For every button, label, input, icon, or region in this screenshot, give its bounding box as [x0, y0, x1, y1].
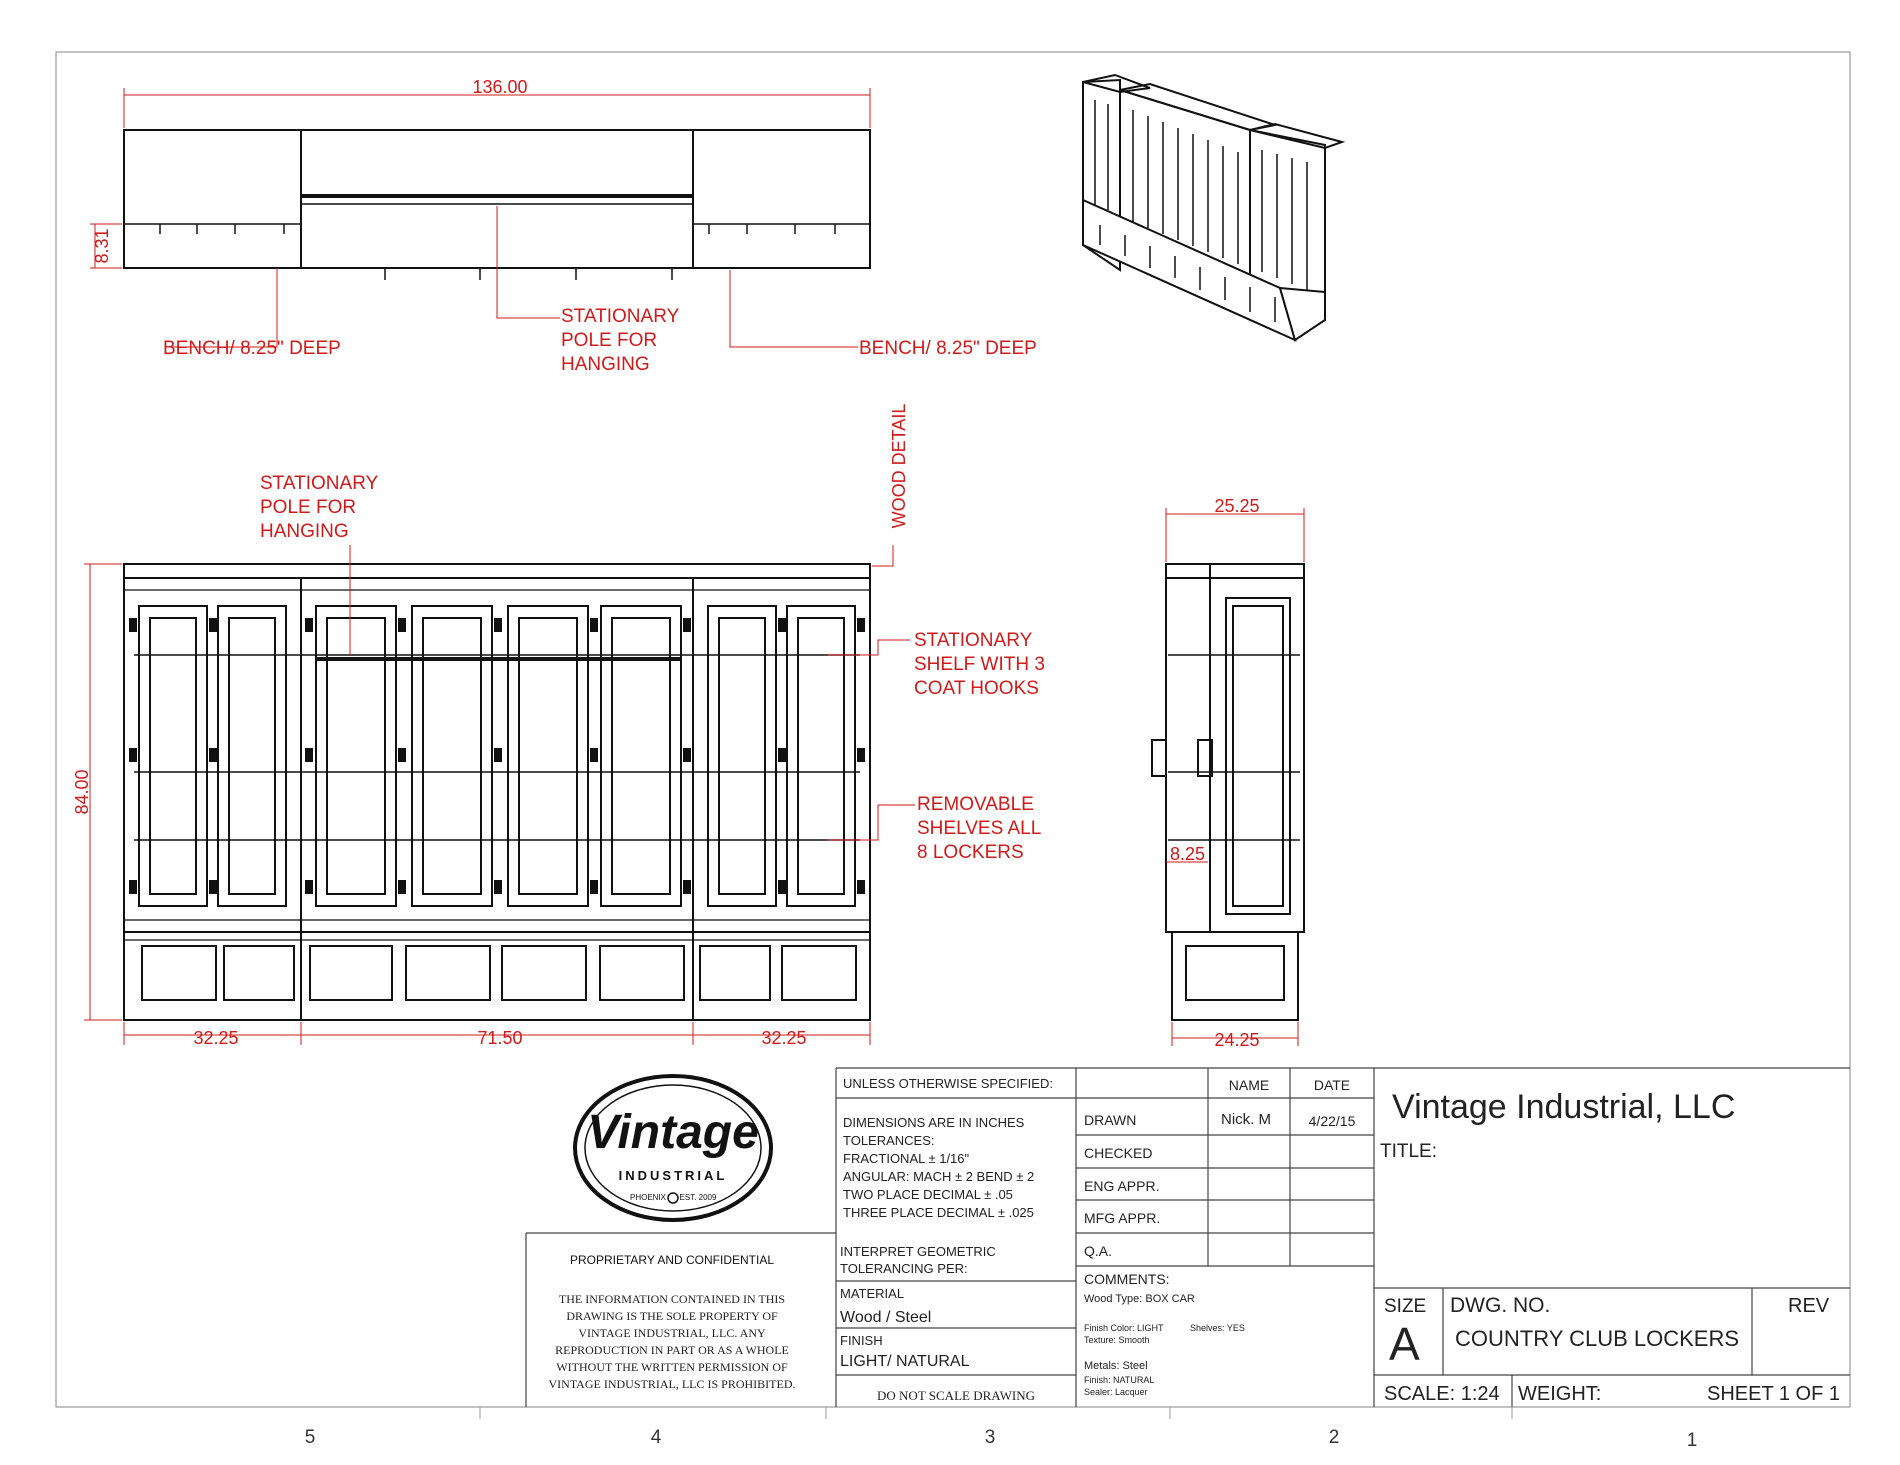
logo-industrial-text: INDUSTRIAL [618, 1168, 728, 1183]
zone-number: 2 [1328, 1427, 1340, 1448]
isometric-view [1083, 75, 1342, 340]
comment-shelves: Shelves: YES [1190, 1323, 1245, 1333]
removable-note-line-1: REMOVABLE [917, 794, 1034, 815]
removable-note-line-2: SHELVES ALL [917, 818, 1042, 839]
shelf-note-line-3: COAT HOOKS [914, 678, 1039, 699]
bench-left-note: BENCH/ 8.25" DEEP [163, 338, 341, 359]
approval-row-date: 4/22/15 [1308, 1113, 1356, 1129]
date-column-header: DATE [1313, 1077, 1351, 1093]
logo-est-text: EST. 2009 [679, 1193, 717, 1202]
vintage-industrial-logo [575, 1076, 771, 1220]
front-pole-note-line-1: STATIONARY [260, 473, 379, 494]
logo-phoenix-text: PHOENIX [629, 1193, 667, 1202]
side-base-depth-dimension: 24.25 [1214, 1030, 1260, 1050]
sheet-border [56, 52, 1850, 1407]
top-view [90, 77, 1037, 375]
left-section-width-dimension: 32.25 [193, 1028, 239, 1048]
proprietary-line: DRAWING IS THE SOLE PROPERTY OF [566, 1309, 778, 1323]
interpret-line: INTERPRET GEOMETRIC [840, 1244, 996, 1259]
top-depth-dimension: 8.31 [92, 228, 112, 264]
removable-note-line-3: 8 LOCKERS [917, 842, 1024, 863]
spec-line: ANGULAR: MACH ± 2 BEND ± 2 [843, 1169, 1035, 1184]
comment-texture: Texture: Smooth [1084, 1335, 1150, 1345]
center-section-width-dimension: 71.50 [477, 1028, 523, 1048]
unless-specified-label: UNLESS OTHERWISE SPECIFIED: [843, 1076, 1053, 1091]
proprietary-line: VINTAGE INDUSTRIAL, LLC IS PROHIBITED. [548, 1377, 796, 1391]
comment-finish-color: Finish Color: LIGHT [1084, 1323, 1164, 1333]
comments-label: COMMENTS: [1084, 1271, 1170, 1287]
approval-row-label: MFG APPR. [1084, 1210, 1161, 1226]
approval-row-label: Q.A. [1084, 1243, 1113, 1259]
comment-finish: Finish: NATURAL [1084, 1375, 1155, 1385]
front-view [72, 404, 1045, 1048]
pole-note-line-2: POLE FOR [561, 330, 658, 351]
size-value: A [1389, 1318, 1420, 1370]
company-name: Vintage Industrial, LLC [1392, 1088, 1736, 1126]
pole-note-line-3: HANGING [561, 354, 650, 375]
material-value: Wood / Steel [840, 1309, 932, 1326]
comment-wood-type: Wood Type: BOX CAR [1084, 1293, 1195, 1305]
title-label: TITLE: [1380, 1141, 1438, 1162]
approval-row-name: Nick. M [1221, 1111, 1271, 1128]
logo-script-text: Vintage [587, 1106, 759, 1159]
spec-line: DIMENSIONS ARE IN INCHES [843, 1115, 1025, 1130]
name-column-header: NAME [1228, 1077, 1270, 1093]
interpret-line: TOLERANCING PER: [840, 1261, 968, 1276]
approval-row-label: CHECKED [1084, 1145, 1153, 1161]
overall-height-dimension: 84.00 [72, 769, 92, 815]
finish-label: FINISH [840, 1333, 883, 1348]
proprietary-line: THE INFORMATION CONTAINED IN THIS [558, 1292, 786, 1306]
side-bench-dimension: 8.25 [1170, 844, 1206, 864]
spec-line: THREE PLACE DECIMAL ± .025 [843, 1205, 1034, 1220]
drawing-number-value: COUNTRY CLUB LOCKERS [1455, 1326, 1740, 1351]
spec-line: TWO PLACE DECIMAL ± .05 [843, 1187, 1013, 1202]
bench-right-note: BENCH/ 8.25" DEEP [859, 338, 1037, 359]
zone-number: 5 [304, 1427, 316, 1448]
sheet-label: SHEET 1 OF 1 [1706, 1383, 1840, 1405]
front-pole-note-line-3: HANGING [260, 521, 349, 542]
do-not-scale-note: DO NOT SCALE DRAWING [877, 1388, 1035, 1403]
proprietary-body [548, 1292, 795, 1391]
weight-label: WEIGHT: [1518, 1383, 1602, 1405]
side-top-depth-dimension: 25.25 [1214, 496, 1260, 516]
right-section-width-dimension: 32.25 [761, 1028, 807, 1048]
comment-sealer: Sealer: Lacquer [1084, 1387, 1148, 1397]
proprietary-heading: PROPRIETARY AND CONFIDENTIAL [569, 1253, 775, 1267]
proprietary-line: VINTAGE INDUSTRIAL, LLC. ANY [578, 1326, 766, 1340]
overall-width-dimension: 136.00 [472, 77, 528, 97]
spec-line: FRACTIONAL ± 1/16" [843, 1151, 970, 1166]
side-view [1152, 496, 1304, 1050]
revision-label: REV [1788, 1295, 1830, 1317]
proprietary-line: WITHOUT THE WRITTEN PERMISSION OF [556, 1360, 788, 1374]
approval-row-label: ENG APPR. [1084, 1178, 1160, 1194]
shelf-note-line-1: STATIONARY [914, 630, 1033, 651]
finish-value: LIGHT/ NATURAL [840, 1353, 970, 1370]
approval-row-label: DRAWN [1084, 1112, 1137, 1128]
scale-label: SCALE: 1:24 [1384, 1383, 1500, 1405]
zone-number: 1 [1686, 1430, 1698, 1451]
wood-detail-note: WOOD DETAIL [889, 403, 909, 529]
front-pole-note-line-2: POLE FOR [260, 497, 357, 518]
drawing-number-label: DWG. NO. [1450, 1294, 1551, 1317]
material-label: MATERIAL [840, 1286, 905, 1301]
zone-number: 4 [650, 1427, 662, 1448]
proprietary-line: REPRODUCTION IN PART OR AS A WHOLE [555, 1343, 789, 1357]
pole-note-line-1: STATIONARY [561, 306, 680, 327]
shelf-note-line-2: SHELF WITH 3 [914, 654, 1045, 675]
spec-line: TOLERANCES: [843, 1133, 935, 1148]
size-label: SIZE [1384, 1296, 1427, 1317]
zone-number: 3 [984, 1427, 996, 1448]
comment-metals: Metals: Steel [1084, 1360, 1148, 1372]
